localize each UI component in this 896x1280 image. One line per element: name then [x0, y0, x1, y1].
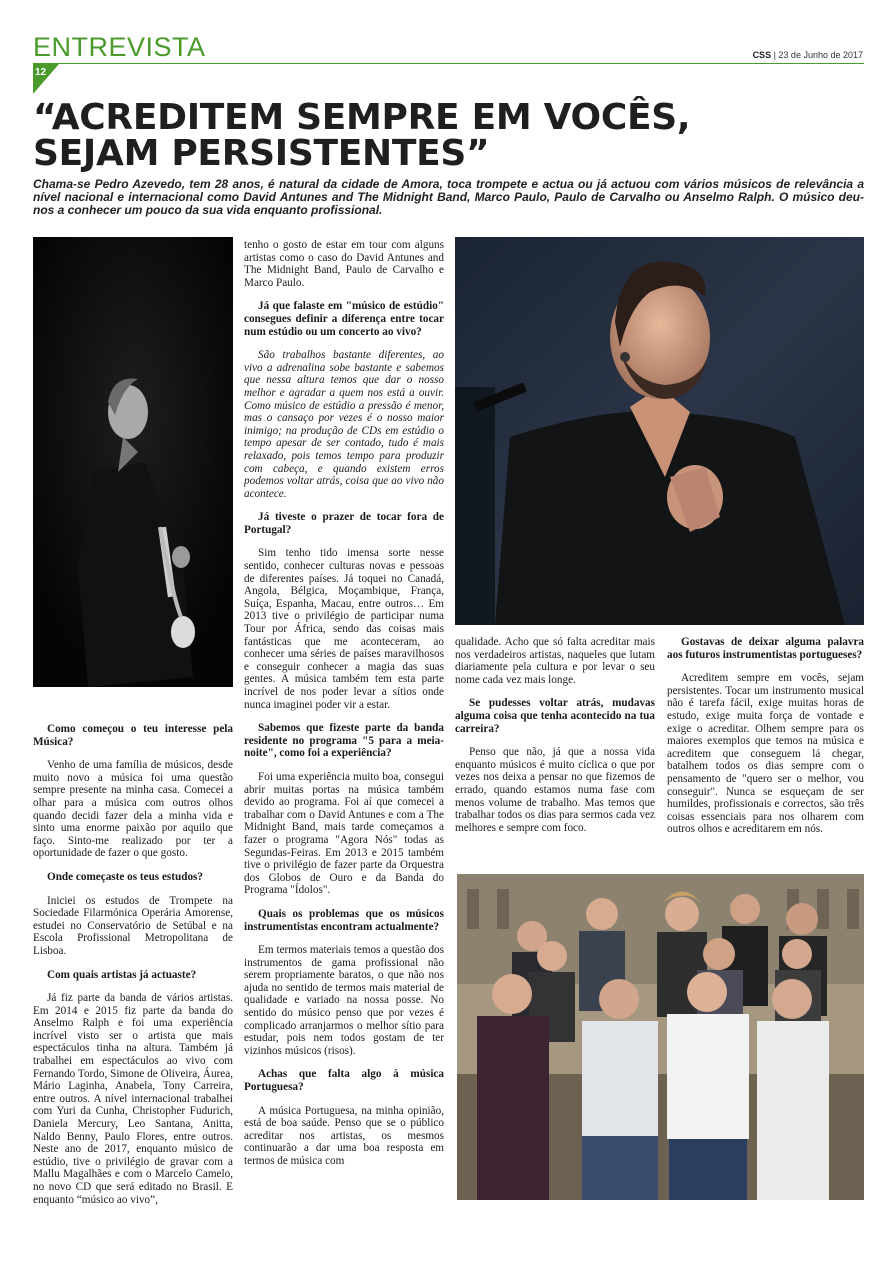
answer-artists: Já fiz parte da banda de vários artistas. Em 2014 e 2015 fiz parte da banda do Anselmo Ralph e foi uma experiência incrível visto ser o artista que mais espectáculos tinha na altura. Também já trabalhei em espectáculos ao vivo com Fernando Tordo, Simone de Oliveira, Áurea, Mário Laginha, Anabela, Tony Carreira, entre outros. A nível internacional trabalhei com Yuri da Cunha, Christopher Fudurich, Daniela Mercury, Leo Santana, Anitta, Naldo Benny, Paulo Flores, entre outros. Neste ano de 2017, enquanto músico de estúdio, tive o privilégio de gravar com a Mallu Magalhães e com o Marcelo Camelo, no novo CD que será editado no Brasil. E enquanto “músico ao vivo”,: [33, 992, 233, 1206]
column-1: [33, 723, 233, 1217]
header-rule: [33, 63, 864, 64]
answer-artists-continued: tenho o gosto de estar em tour com alguns artistas como o caso do David Antunes and The Midnight Band, Paulo de Carvalho e Marco Paulo.: [244, 239, 444, 289]
answer-interest: Venho de uma família de músicos, desde muito novo a música foi uma questão sempre presente na minha casa. Comecei a olhar para a música com outros olhos quando decidi fazer dela a minha vida e sinto uma enorme paixão por aquilo que faço. Sinto-me realizado por ter a oportunidade de fazer o que gosto.: [33, 759, 233, 860]
column-2: [244, 239, 444, 1179]
column-4: [667, 636, 864, 847]
column-3: [455, 636, 655, 845]
question-studio-vs-live: Já que falaste em "músico de estúdio" consegues definir a diferença entre tocar num estúdio ou um concerto ao vivo?: [244, 300, 444, 338]
meta-separator: |: [771, 50, 779, 60]
answer-portuguese-music: A música Portuguesa, na minha opinião, está de boa saúde. Penso que se o público acreditar nos artistas, os mesmos continuarão a dar uma boa resposta em termos de música com: [244, 1104, 444, 1167]
question-problems: Quais os problemas que os músicos instrumentistas encontram actualmente?: [244, 907, 444, 933]
answer-studies: Iniciei os estudos de Trompete na Sociedade Filarmónica Operária Amorense, estudei no Conservatório de Setúbal e na Escola Profissional Metropolitana de Lisboa.: [33, 894, 233, 957]
headline-line-2: SEJAM PERSISTENTES”: [33, 133, 490, 174]
photo-band-group-image: [457, 874, 864, 1200]
photo-band-group: [457, 874, 864, 1200]
question-advice: Gostavas de deixar alguma palavra aos futuros instrumentistas portugueses?: [667, 636, 864, 661]
photo-trumpet-player-image: [33, 237, 233, 687]
photo-singer-image: [455, 237, 864, 625]
masthead-meta: [753, 50, 863, 60]
photo-trumpet-player: [33, 237, 233, 687]
answer-studio-vs-live: São trabalhos bastante diferentes, ao vivo a adrenalina sobe bastante e sabemos que nessa altura temos que dar o nosso melhor e agradar a quem nos está a ouvir. Como músico de estúdio a pressão é menor, mas o cansaço por vezes é o nosso maior inimigo; na produção de CDs em estúdio o tempo apesar de ser contado, tudo é mais relaxado, pois temos tempo para produzir com cabeça, e quando existem erros podemos voltar atrás, coisa que ao vivo não acontece.: [244, 349, 444, 500]
answer-portuguese-music-continued: qualidade. Acho que só falta acreditar mais nos verdadeiros artistas, naqueles que lutam diariamente pela cultura e por levar o seu nome cada vez mais longe.: [455, 636, 655, 686]
question-portuguese-music: Achas que falta algo à música Portuguesa?: [244, 1068, 444, 1094]
answer-regrets: Penso que não, já que a nossa vida enquanto músicos é muito cíclica o que por vezes nos deixa a pensar no que fizemos de errado, quando estamos numa fase com menos volume de trabalho. Mas temos que trabalhar todos os dias para sermos cada vez melhores e sempre com foco.: [455, 746, 655, 834]
headline-line-1: “ACREDITEM SEMPRE EM VOCÊS,: [33, 97, 691, 138]
headline: [33, 97, 873, 174]
question-studies: Onde começaste os teus estudos?: [47, 870, 203, 883]
publication-name: CSS: [752, 50, 772, 60]
question-tv-band: Sabemos que fizeste parte da banda residente no programa "5 para a meia-noite", como foi a experiência?: [244, 722, 444, 760]
question-artists: Com quais artistas já actuaste?: [47, 968, 197, 981]
lead-paragraph: Chama-se Pedro Azevedo, tem 28 anos, é natural da cidade de Amora, toca trompete e actua ou já actuou com vários músicos de relevância a nível nacional e internacional como David Antunes and The Midnight Band, Marco Paulo, Paulo de Carvalho ou Anselmo Ralph. O músico deu-nos a conhecer um pouco da sua vida enquanto profissional.: [33, 177, 864, 217]
answer-abroad: Sim tenho tido imensa sorte nesse sentido, conhecer culturas novas e pessoas de diferentes países. Já toquei no Canadá, Angola, Bélgica, Moçambique, França, Suíça, Espanha, Macau, entre outros… Em 2013 tive o privilégio de participar numa Tour por África, sendo das coisas mais fantásticas que me aconteceram, ao conhecer uma séries de países maravilhosos e conseguir conhecer a magia das suas gentes. A música também tem esta parte incrível de nos poder levar a sítios onde nunca imaginei poder vir a estar.: [244, 547, 444, 711]
answer-problems: Em termos materiais temos a questão dos instrumentos de gama profissional não serem propriamente baratos, o que não nos ajuda no sentido de termos mais material de qualidade e variado na nossa posse. No sentido do músico penso que por vezes é complicado arranjarmos o melhor sítio para estudar, pois nem todos gostam de ter vizinhos músicos (risos).: [244, 944, 444, 1057]
page-number-tab: [33, 64, 59, 94]
answer-tv-band: Foi uma experiência muito boa, consegui abrir muitas portas na música também devido ao programa. Foi aí que comecei a trabalhar com o David Antunes e com a The Midnight Band, mais tarde começamos a fazer o programa "Agora Nós" todas as Segundas-Feiras. Em 2013 e 2015 também tive o privilégio de fazer parte da Orquestra dos Globos de Ouro e da Banda do Programa "Ídolos".: [244, 770, 444, 897]
answer-advice: Acreditem sempre em vocês, sejam persistentes. Tocar um instrumento musical não é tarefa fácil, exige muitas horas de estudo, exige muita força de vontade e exige o acreditar. Olhem sempre para os maiores exemplos que temos na música e acreditem que conseguem lá chegar, batalhem todos os dias sempre com o pensamento de "quero ser o melhor, vou conseguir". Nunca se esqueçam de ser humildes, profissionais e correctos, são três coisas essenciais para nos olharem com outros olhos e acreditarem em nós.: [667, 672, 864, 836]
photo-singer: [455, 237, 864, 625]
section-label: ENTREVISTA: [33, 32, 206, 62]
question-regrets: Se pudesses voltar atrás, mudavas alguma coisa que tenha acontecido na tua carreira?: [455, 697, 655, 735]
question-abroad: Já tiveste o prazer de tocar fora de Portugal?: [244, 511, 444, 536]
page-number: 12: [35, 67, 47, 78]
question-interest: Como começou o teu interesse pela Música?: [33, 723, 233, 748]
issue-date: 23 de Junho de 2017: [778, 50, 863, 60]
